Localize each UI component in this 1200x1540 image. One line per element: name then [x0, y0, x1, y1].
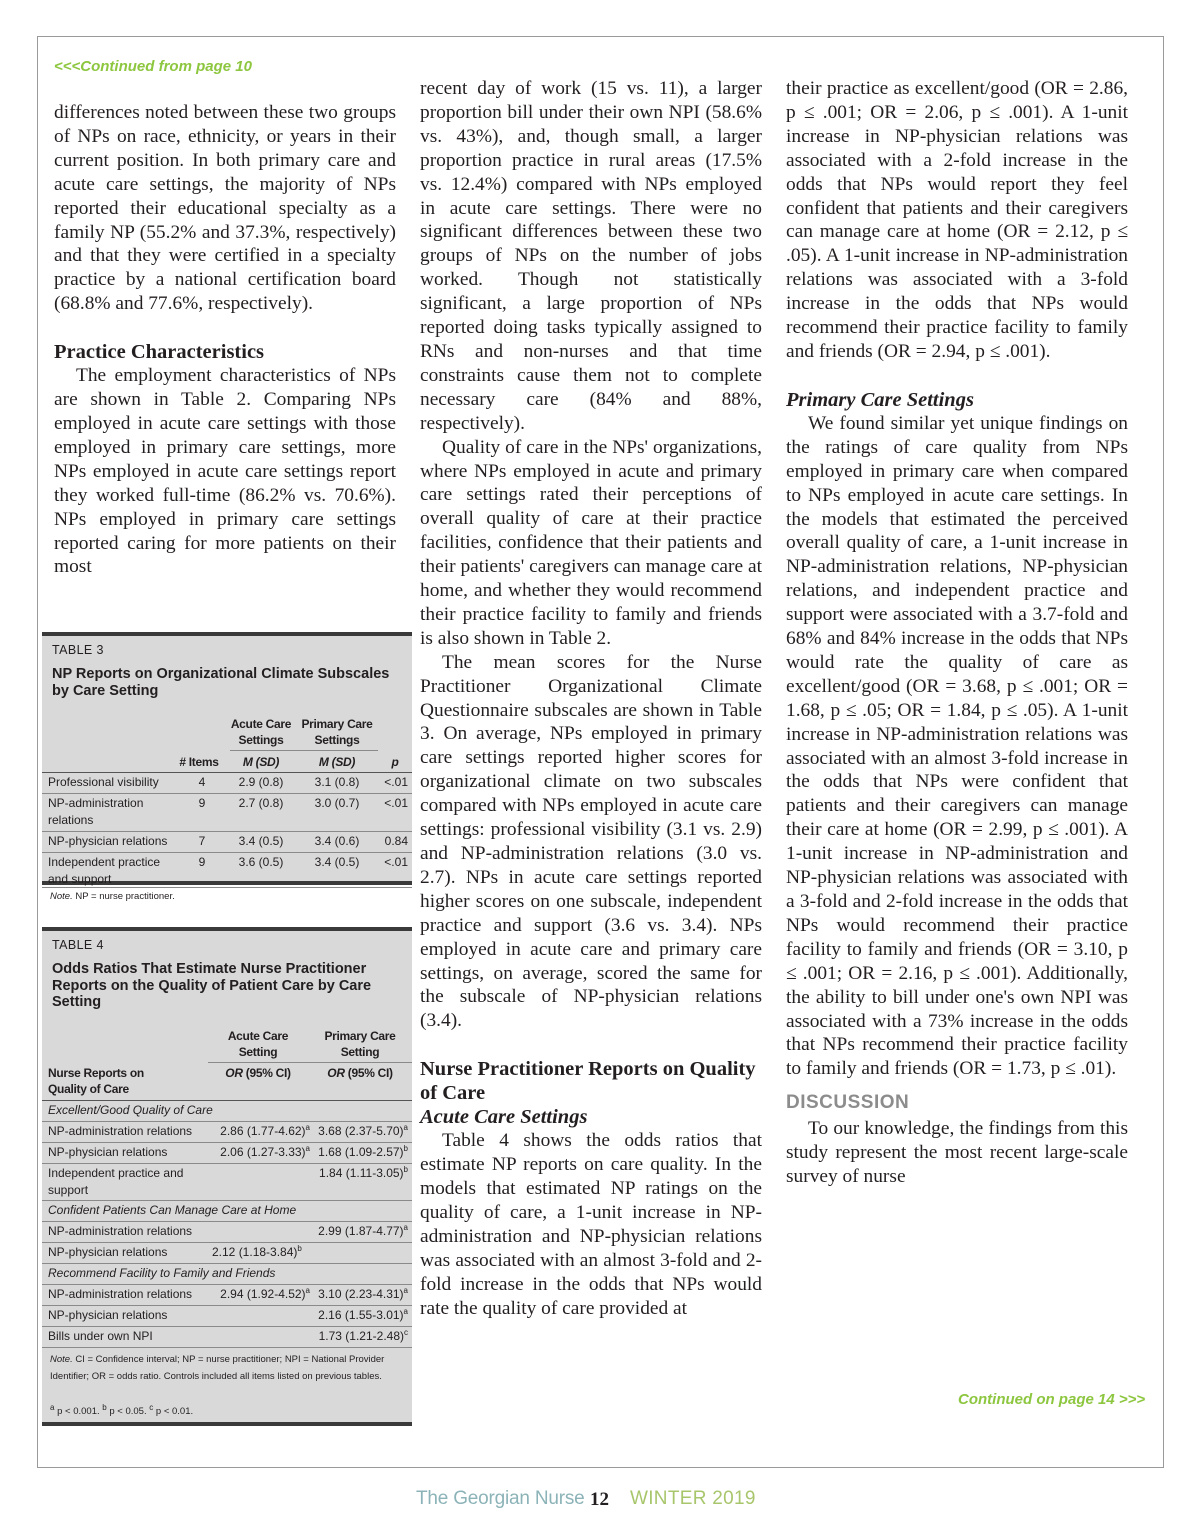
cell: 3.68 $(2.37-5.70)^a$ — [318, 1123, 408, 1138]
cell: 2.86 $(1.77-4.62)^a$ — [220, 1123, 310, 1138]
cell: 2.16 $(1.55-3.01)^a$ — [318, 1307, 408, 1322]
cell: 2.06 $(1.27-3.33)^a$ — [220, 1144, 310, 1159]
heading-np-reports: Nurse Practitioner Reports on Quality of Care — [420, 1058, 756, 1105]
paragraph: The mean scores for the Nurse Practitioner Organizational Climate Questionnaire subscales are shown in Table 3. On average, NPs employed in primary care settings reported higher scores for organizational climate on two subscales compared with NPs employed in acute care settings: professional visibility (3.1 vs. 2.9) and NP-administration relations (3.0 vs. 2.7). NPs in acute care settings reported higher scores on one subscale, independent practice and support (3.6 vs. 3.4). NPs employed in acute care and primary care settings, on average, scored the same for the subscale of NP-physician relations (3.4). — [420, 651, 762, 1032]
issue-label: WINTER 2019 — [630, 1488, 756, 1509]
cell: 3.0 (0.7) — [314, 796, 360, 810]
cell: 4 — [198, 775, 206, 789]
heading-acute-care: Acute Care Settings — [420, 1106, 588, 1129]
column-2 — [420, 77, 762, 1321]
table-footnotes: $^a$ p < 0.001. $^b$ p < 0.05. $^c$ p < 0.01. — [50, 1402, 194, 1417]
section-label: Excellent/Good Quality of Care — [48, 1103, 213, 1117]
table-title: NP Reports on Organizational Climate Subscales by Care Setting — [52, 666, 390, 699]
row-label: Independent practice and support — [48, 855, 161, 886]
heading-practice-characteristics: Practice Characteristics — [54, 341, 265, 364]
cell: 0.84 — [384, 834, 408, 848]
row-label: NP-administration relations — [48, 1224, 193, 1238]
row-label: Independent practice and support — [48, 1166, 184, 1197]
cell: 9 — [198, 796, 206, 810]
row-label: Professional visibility — [48, 775, 159, 789]
paragraph: The employment characteristics of NPs are shown in Table 2. Comparing NPs employed in acute care settings with those employed in primary care settings, more NPs employed in acute care settings report they worked full-time (86.2% vs. 70.6%). NPs employed in primary care settings reported caring for more patients on their most — [54, 365, 396, 578]
paragraph: differences noted between these two groups of NPs on race, ethnicity, or years in their current position. In both primary care and acute care settings, the majority of NPs reported their educational specialty as a family NP (55.2% and 37.3%, respectively) and that they were certified in a specialty practice by a national certification board (68.8% and 77.6%, respectively). — [54, 102, 396, 315]
table-title: Odds Ratios That Estimate Nurse Practitioner Reports on the Quality of Patient Care by Care Setting — [52, 961, 372, 1010]
paragraph: To our knowledge, the findings from this study represent the most recent large-scale survey of nurse — [786, 1118, 1128, 1188]
row-label: NP-administration relations — [48, 1287, 193, 1301]
cell: 1.68 $(1.09-2.57)^b$ — [318, 1144, 408, 1159]
cell: 3.10 $(2.23-4.31)^a$ — [318, 1286, 408, 1301]
col-header-primary: Primary Care Setting — [324, 1029, 396, 1059]
cell: 1.73 $(1.21-2.48)^c$ — [318, 1328, 408, 1343]
column-3 — [786, 77, 1128, 1189]
col-header-acute: Acute Care Setting — [227, 1029, 289, 1059]
cell: 2.12 $(1.18-3.84)^b$ — [212, 1244, 302, 1259]
cell: 7 — [198, 834, 206, 848]
cell: 3.1 (0.8) — [314, 775, 360, 789]
cell: 2.7 (0.8) — [238, 796, 284, 810]
table-note: Note. CI = Confidence interval; NP = nurse practitioner; NPI = National Provider Identifier; OR = odds ratio. Controls included all items listed on previous tables. — [50, 1354, 385, 1382]
cell: <.01 — [384, 775, 408, 789]
section-label: Recommend Facility to Family and Friends — [48, 1266, 276, 1280]
col-header-reports: Nurse Reports on Quality of Care — [48, 1066, 144, 1096]
table-label: TABLE 4 — [52, 938, 104, 952]
row-label: NP-physician relations — [48, 1245, 168, 1259]
paragraph: their practice as excellent/good (OR = 2.86, p ≤ .001; OR = 2.06, p ≤ .001). A 1-unit increase in NP-physician relations was associated with a 2-fold increase in the odds that NPs would report they feel confident that patients and their caregivers can manage care at home (OR = 2.12, p ≤ .05). A 1-unit increase in NP-administration relations was associated with a 3-fold increase in the odds that NPs would recommend their practice facility to family and friends (OR = 2.94, p ≤ .001). — [786, 78, 1128, 362]
paragraph: Quality of care in the NPs' organizations, where NPs employed in acute and primary care settings rated their perceptions of overall quality of care at their practice facilities, confidence that their patients and their patients' caregivers can manage care at home, and whether they would recommend their practice facility to family and friends is also shown in Table 2. — [420, 436, 762, 649]
column-1 — [54, 101, 396, 579]
col-header-p: p — [391, 755, 399, 769]
heading-primary-care: Primary Care Settings — [786, 388, 974, 411]
section-label: Confident Patients Can Manage Care at Home — [48, 1203, 297, 1217]
col-header-acute: Acute Care Settings — [230, 717, 292, 747]
cell: 2.9 (0.8) — [238, 775, 284, 789]
row-label: NP-administration relations — [48, 796, 144, 827]
continued-to-label: Continued on page 14 >>> — [958, 1391, 1146, 1408]
row-label: NP-physician relations — [48, 1308, 168, 1322]
cell: 9 — [198, 855, 206, 869]
paragraph: recent day of work (15 vs. 11), a larger proportion bill under their own NPI (58.6% vs. 43%), and, though small, a larger proportion practice in rural areas (17.5% vs. 12.4%) compared with NPs employed in acute care settings. There were no significant differences between these two groups of NPs on the number of jobs worked. Though not statistically significant, a large proportion of NPs reported doing tasks typically assigned to RNs and non-nurses and that time constraints cause them not to complete necessary care (84% and 88%, respectively). — [420, 78, 762, 434]
col-header-msd: M (SD) — [318, 755, 356, 769]
col-header-msd: M (SD) — [242, 755, 280, 769]
page-number: 12 — [590, 1489, 609, 1510]
row-label: NP-physician relations — [48, 834, 168, 848]
paragraph: We found similar yet unique findings on the ratings of care quality from NPs employed in primary care when compared to NPs employed in acute care settings. In the models that estimated the perceived overall quality of care, a 1-unit increase in NP-administration relations, NP-physician relations, and independent practice and support were associated with a 3.7-fold and 68% and 84% increase in the odds that NPs would rate the quality of care as excellent/good (OR = 3.68, p ≤ .001; OR = 1.68, p ≤ .05; OR = 1.84, p ≤ .05). A 1-unit increase in NP-administration relations was associated with an almost 3-fold increase in the odds that NPs were confident that patients and their caregivers can manage their care at home (OR = 2.99, p ≤ .001). A 1-unit increase in NP-administration and NP-physician relations was associated with a 3-fold and 2-fold increase in the odds that NPs would recommend their practice facility to family and friends (OR = 3.10, p ≤ .001; OR = 2.16, p ≤ .001). Additionally, the ability to bill under one's own NPI was associated with a 73% increase in the odds that NPs recommend their practice facility to family and friends (OR = 1.73, p ≤ .01). — [786, 412, 1128, 1080]
col-header-or-ci: OR (95% CI) — [225, 1066, 291, 1080]
cell: 3.4 (0.6) — [314, 834, 360, 848]
row-label: NP-administration relations — [48, 1124, 193, 1138]
continued-from-label: <<<Continued from page 10 — [54, 58, 252, 75]
cell: 3.6 (0.5) — [238, 855, 284, 869]
table-4 — [42, 927, 412, 1426]
paragraph: Table 4 shows the odds ratios that estimate NP reports on care quality. In the models that estimated NP ratings on the quality of care, a 1-unit increase in NP-administration and NP-physician relations was associated with an almost 3-fold and 2-fold increase in the odds that NPs would rate the quality of care provided at — [420, 1130, 762, 1319]
row-label: Bills under own NPI — [48, 1329, 153, 1343]
col-header-primary: Primary Care Settings — [301, 717, 373, 747]
table-3 — [42, 632, 412, 902]
cell: <.01 — [384, 796, 408, 810]
cell: 1.84 $(1.11-3.05)^b$ — [319, 1165, 408, 1180]
cell: 2.99 $(1.87-4.77)^a$ — [318, 1223, 408, 1238]
cell: <.01 — [384, 855, 408, 869]
cell: 3.4 (0.5) — [238, 834, 284, 848]
col-header-or-ci: OR (95% CI) — [327, 1066, 393, 1080]
cell: 2.94 $(1.92-4.52)^a$ — [220, 1286, 310, 1301]
table-label: TABLE 3 — [52, 643, 104, 657]
col-header-items: # Items — [179, 755, 219, 769]
publication-name: The Georgian Nurse — [416, 1488, 585, 1509]
heading-discussion: DISCUSSION — [786, 1092, 910, 1114]
table-note: Note. NP = nurse practitioner. — [50, 891, 175, 902]
cell: 3.4 (0.5) — [314, 855, 360, 869]
row-label: NP-physician relations — [48, 1145, 168, 1159]
